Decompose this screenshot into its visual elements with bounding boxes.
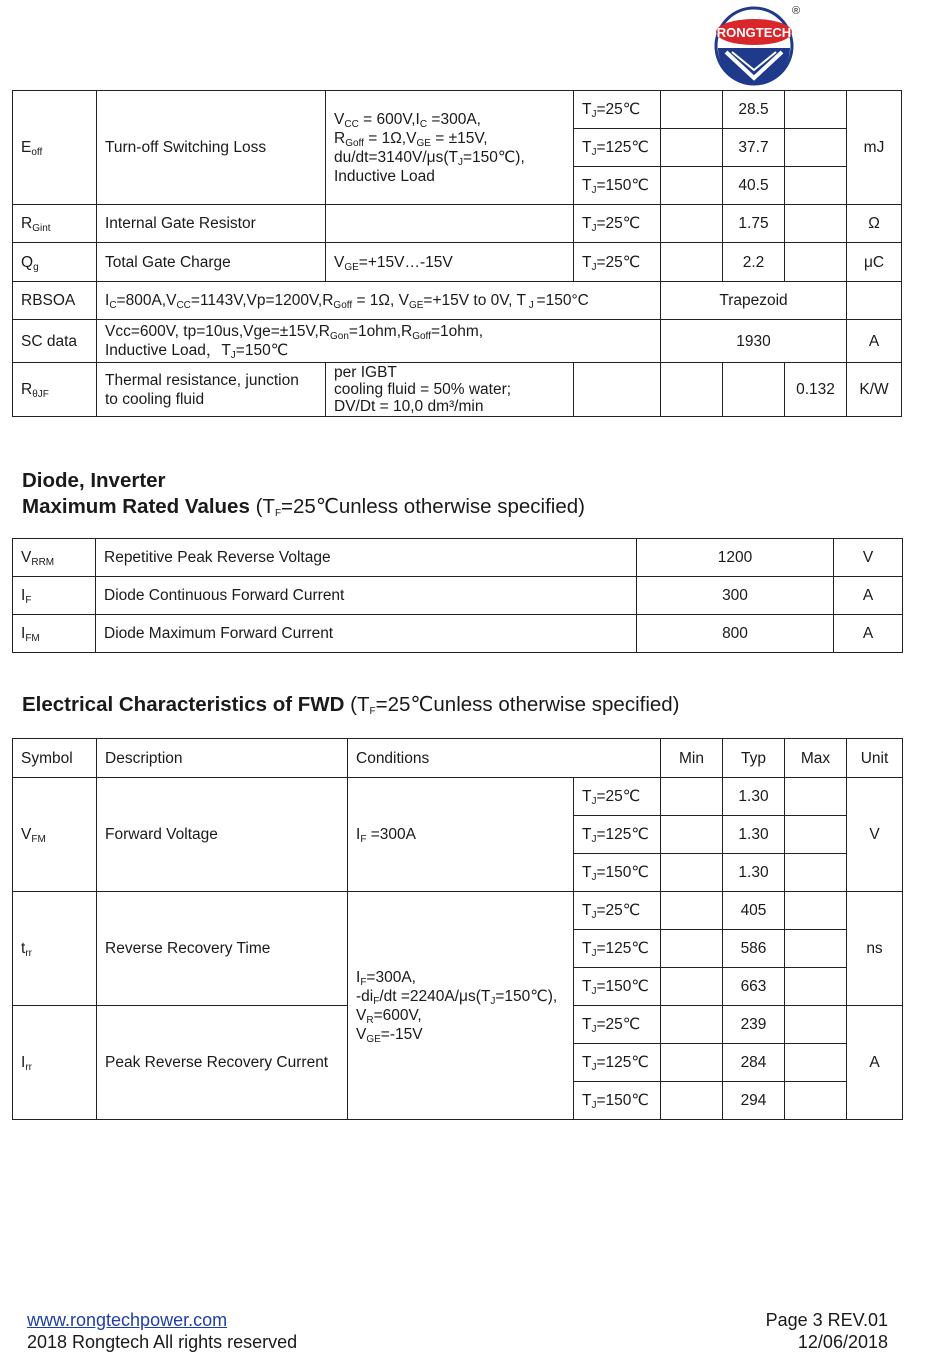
trr-typ-125: 586 (723, 930, 785, 968)
qg-unit: μC (847, 243, 902, 282)
rgint-unit: Ω (847, 205, 902, 243)
fwd-header-row (13, 739, 903, 778)
website-link[interactable]: www.rongtechpower.com (27, 1310, 228, 1330)
qg-typ: 2.2 (723, 243, 785, 282)
irr-temp-125: $T_J=125℃$ (574, 1044, 661, 1082)
eoff-max-125 (785, 129, 847, 167)
rth-unit: K/W (847, 363, 902, 417)
diode-value: 1200 (637, 539, 834, 577)
irr-temp-150: $T_J=150℃$ (574, 1082, 661, 1120)
qg-description: Total Gate Charge (97, 243, 326, 282)
irr-unit: A (847, 1006, 903, 1120)
rbsoa-value: Trapezoid (661, 282, 847, 320)
diode-rows (13, 539, 903, 653)
diode-row (13, 539, 903, 577)
header-min: Min (661, 739, 723, 778)
eoff-min-150 (661, 167, 723, 205)
sc-condition: Vcc=600V, $tp=10us,Vge=\pm 15V,R_{Gon}=1ohm,R_{Goff}=1ohm$, Inductive Load，$T_J=150℃$ (97, 320, 661, 363)
rgint-description: Internal Gate Resistor (97, 205, 326, 243)
trr-unit: ns (847, 892, 903, 1006)
rongtech-logo (712, 4, 801, 88)
qg-temp: $T_J=25℃$ (574, 243, 661, 282)
qg-condition: $V_{GE}=+15V\dots-15V$ (326, 243, 574, 282)
footer-left (27, 1309, 297, 1353)
trr-temp-125: $T_J=125℃$ (574, 930, 661, 968)
header-max: Max (785, 739, 847, 778)
diode-section-title: Diode, Inverter Maximum Rated Values ($T_F=25℃unless$ otherwise specified) (22, 469, 585, 519)
diode-value: 300 (637, 577, 834, 615)
eoff-temp-125: $T_J=125℃$ (574, 129, 661, 167)
qg-symbol: $Q_g$ (13, 243, 97, 282)
trr-symbol: $t_{rr}$ (13, 892, 97, 1006)
recovery-condition: $I_F=300A$, $-di_F/dt$ $=2240A/\mu s(T_J=150℃)$, $V_R=600V$, $V_{GE}=-15V$ (348, 892, 574, 1120)
irr-temp-25: $T_J=25℃$ (574, 1006, 661, 1044)
header-conditions: Conditions (348, 739, 661, 778)
fwd-characteristics-table (12, 738, 903, 1120)
header-description: Description (97, 739, 348, 778)
rbsoa-symbol: RBSOA (13, 282, 97, 320)
page-number: Page 3 REV.01 (765, 1310, 888, 1330)
revision-date: 12/06/2018 (797, 1332, 888, 1352)
vfm-typ-150: 1.30 (723, 854, 785, 892)
header-symbol: Symbol (13, 739, 97, 778)
trr-description: Reverse Recovery Time (97, 892, 348, 1006)
eoff-temp-150: $T_J=150℃$ (574, 167, 661, 205)
registered-mark: ® (792, 5, 801, 17)
eoff-unit: mJ (847, 91, 902, 205)
diode-symbol: $I_{FM}$ (13, 615, 96, 653)
diode-unit: A (834, 615, 903, 653)
rgint-conditions (326, 205, 574, 243)
eoff-max-25 (785, 91, 847, 129)
eoff-typ-150: 40.5 (723, 167, 785, 205)
sc-unit: A (847, 320, 902, 363)
diode-value: 800 (637, 615, 834, 653)
eoff-typ-125: 37.7 (723, 129, 785, 167)
trr-typ-25: 405 (723, 892, 785, 930)
sc-typ (661, 320, 847, 363)
logo-text: RONGTECH (716, 25, 792, 40)
diode-description: Diode Maximum Forward Current (96, 615, 637, 653)
eoff-max-150 (785, 167, 847, 205)
vfm-typ-25: 1.30 (723, 778, 785, 816)
irr-description: Peak Reverse Recovery Current (97, 1006, 348, 1120)
diode-unit: V (834, 539, 903, 577)
rth-max: 0.132 (785, 363, 847, 417)
eoff-min-25 (661, 91, 723, 129)
diode-description: Repetitive Peak Reverse Voltage (96, 539, 637, 577)
vfm-condition: $I_F =300A$ (348, 778, 574, 892)
rth-description: Thermal resistance, junction to cooling fluid (97, 363, 326, 417)
rgint-symbol: $R_{Gint}$ (13, 205, 97, 243)
copyright: 2018 Rongtech All rights reserved (27, 1332, 298, 1352)
footer-right (744, 1309, 888, 1353)
vfm-symbol: $V_{FM}$ (13, 778, 97, 892)
vfm-temp-125: $T_J=125℃$ (574, 816, 661, 854)
vfm-description: Forward Voltage (97, 778, 348, 892)
vfm-temp-25: $T_J=25℃$ (574, 778, 661, 816)
eoff-conditions: $V_{CC} = 600V,I_C =300A$, $R_{Goff} = 1\Omega,V_{GE} = \pm 15V$, $du/dt=3140V/\mu s(T_J=150℃)$, Inductive Load (326, 91, 574, 205)
irr-typ-125: 284 (723, 1044, 785, 1082)
rgint-temp: $T_J=25℃$ (574, 205, 661, 243)
irr-symbol: $I_{rr}$ (13, 1006, 97, 1120)
vfm-temp-150: $T_J=150℃$ (574, 854, 661, 892)
rgint-typ: 1.75 (723, 205, 785, 243)
rth-condition: per IGBT cooling fluid = 50% water; DV/Dt = 10,0 dm³/min (326, 363, 574, 417)
trr-temp-25: $T_J=25℃$ (574, 892, 661, 930)
diode-max-rated-table (12, 538, 903, 653)
eoff-typ-25: 28.5 (723, 91, 785, 129)
diode-row (13, 615, 903, 653)
trr-temp-150: $T_J=150℃$ (574, 968, 661, 1006)
igbt-characteristics-table (12, 90, 902, 417)
sc-typ-value: 1930 (736, 332, 771, 350)
header-unit: Unit (847, 739, 903, 778)
eoff-temp-25: $T_J=25℃$ (574, 91, 661, 129)
eoff-description: Turn-off Switching Loss (97, 91, 326, 205)
eoff-symbol: $E_{off}$ (13, 91, 97, 205)
diode-description: Diode Continuous Forward Current (96, 577, 637, 615)
eoff-min-125 (661, 129, 723, 167)
irr-typ-150: 294 (723, 1082, 785, 1120)
diode-symbol: $V_{RRM}$ (13, 539, 96, 577)
diode-unit: A (834, 577, 903, 615)
diode-row (13, 577, 903, 615)
irr-typ-25: 239 (723, 1006, 785, 1044)
diode-symbol: $I_F$ (13, 577, 96, 615)
rth-symbol: $R_{\theta JF}$ (13, 363, 97, 417)
trr-typ-150: 663 (723, 968, 785, 1006)
rbsoa-condition: $I_C=800A,V_{CC}=1143V,Vp=1200V,R_{Goff} = 1\Omega$, $V_{GE}=+15V$ to 0V, T $_J$ =150°C (97, 282, 661, 320)
vfm-unit: V (847, 778, 903, 892)
sc-symbol: SC data (13, 320, 97, 363)
vfm-typ-125: 1.30 (723, 816, 785, 854)
header-typ: Typ (723, 739, 785, 778)
fwd-section-title: Electrical Characteristics of FWD ($T_F=25℃unless$ otherwise specified) (22, 693, 680, 717)
